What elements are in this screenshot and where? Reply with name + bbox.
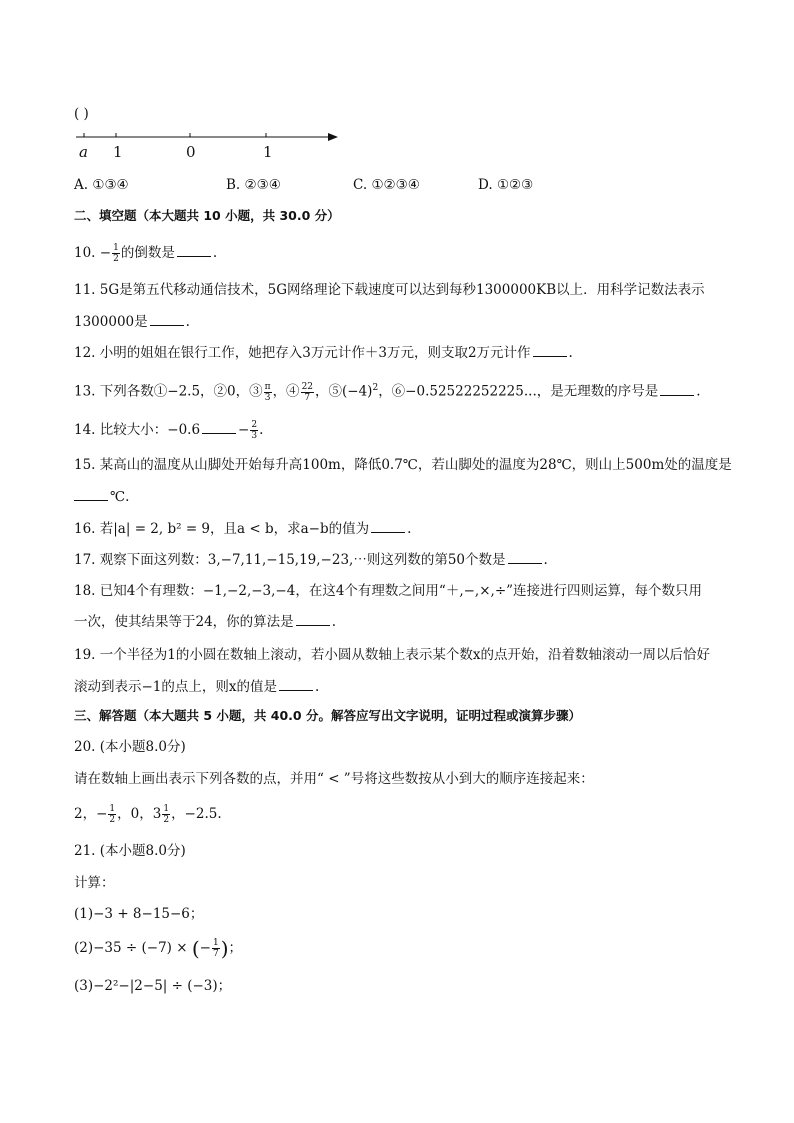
fraction: $\frac{\pi}{3}$ [264, 381, 271, 403]
option-b: B. ②③④ [226, 177, 281, 193]
fraction: $\frac{1}{2}$ [109, 804, 116, 825]
fraction: $\frac{1}{2}$ [163, 804, 170, 825]
fraction: $\frac{22}{7}$ [301, 381, 314, 403]
numberline-label-a: a [79, 143, 88, 161]
question-21-instruction: 计算： [74, 875, 115, 891]
option-a: A. ①③④ [74, 177, 129, 193]
question-11-line1: 11. 5G是第五代移动通信技术，5G网络理论下载速度可以达到每秒1300000KB以上．用科学记数法表示 [74, 282, 705, 298]
question-18-line2: 一次，使其结果等于24，你的算法是 . [74, 611, 336, 632]
fraction: $\frac{2}{3}$ [251, 420, 258, 441]
option-d: D. ①②③ [478, 177, 534, 193]
answer-blank [74, 486, 108, 501]
question-21-header: 21. (本小题8.0分) [74, 843, 186, 859]
question-20-instruction: 请在数轴上画出表示下列各数的点，并用“ < ”号将这些数按从小到大的顺序连接起来： [74, 771, 594, 787]
answer-blank [150, 311, 184, 326]
question-14: 14. 比较大小：−0.6 − $\frac{2}{3}$ . [74, 420, 264, 441]
question-15-line2: ℃. [74, 486, 129, 507]
question-13: 13. 下列各数①−2.5，②0，③ $\frac{\pi}{3}$ ，④ $\frac{22}{7}$ ，$⑤(-4)^2$，⑥−0.5252225222​5...，是无理数的序号是 . [74, 381, 701, 403]
number-line [70, 128, 345, 148]
answer-blank [296, 611, 330, 626]
option-c: C. ①②③④ [353, 177, 420, 193]
question-19-line1: 19. 一个半径为1的小圆在数轴上滚动，若小圆从数轴上表示某个数x的点开始，沿着数轴滚动一周以后恰好 [74, 647, 710, 663]
answer-blank [279, 676, 313, 691]
fraction: $\frac{1}{7}$ [212, 938, 219, 959]
answer-blank [508, 549, 542, 564]
section-3-title: 三、解答题（本大题共 5 小题，共 40.0 分。解答应写出文字说明，证明过程或演算步骤） [74, 708, 581, 723]
answer-blank [177, 242, 211, 257]
answer-blank [533, 342, 567, 357]
question-10: 10. − $\frac{1}{2}$ 的倒数是 . [74, 243, 218, 264]
answer-blank [660, 381, 694, 396]
section-2-title: 二、填空题（本大题共 10 小题，共 30.0 分） [74, 208, 340, 223]
fraction: $\frac{1}{2}$ [113, 243, 119, 264]
question-21-part3: (3)−2²−|2−5| ÷ (−3)； [74, 978, 232, 994]
question-21-part2: (2)−35 ÷ (−7) × (− $\frac{1}{7}$ )； [74, 936, 243, 961]
question-11-line2: 1300000是 . [74, 311, 190, 332]
question-17: 17. 观察下面这列数：3,−7,11,−15,19,−23,⋯则这列数的第50个数是 . [74, 549, 548, 570]
question-15-line1: 15. 某高山的温度从山脚处开始每升高100m，降低0.7℃，若山脚处的温度为28℃，则山上500m处的温度是 [74, 457, 732, 473]
question-20-header: 20. (本小题8.0分) [74, 739, 186, 755]
question-16: 16. 若|a| = 2, b² = 9，且a < b，求a−b的值为 . [74, 518, 411, 539]
numberline-label-0: 0 [186, 143, 196, 161]
question-19-line2: 滚动到表示−1的点上，则x的值是 . [74, 676, 319, 697]
numberline-label-1: 1 [263, 143, 273, 161]
q9-bracket: ( ) [74, 106, 89, 122]
question-21-part1: (1)−3 + 8−15−6； [74, 906, 204, 922]
question-18-line1: 18. 已知4个有理数：−1,−2,−3,−4，在这4个有理数之间用“＋,−,×,÷”连接进行四则运算，每个数只用 [74, 583, 703, 599]
answer-blank [202, 419, 236, 434]
question-20-numbers: 2，− $\frac{1}{2}$ ，0，3 $\frac{1}{2}$ ，−2.5. [74, 804, 222, 825]
answer-blank [371, 518, 405, 533]
numberline-label-neg1: 1 [113, 143, 123, 161]
question-12: 12. 小明的姐姐在银行工作，她把存入3万元计作＋3万元，则支取2万元计作 . [74, 342, 573, 363]
